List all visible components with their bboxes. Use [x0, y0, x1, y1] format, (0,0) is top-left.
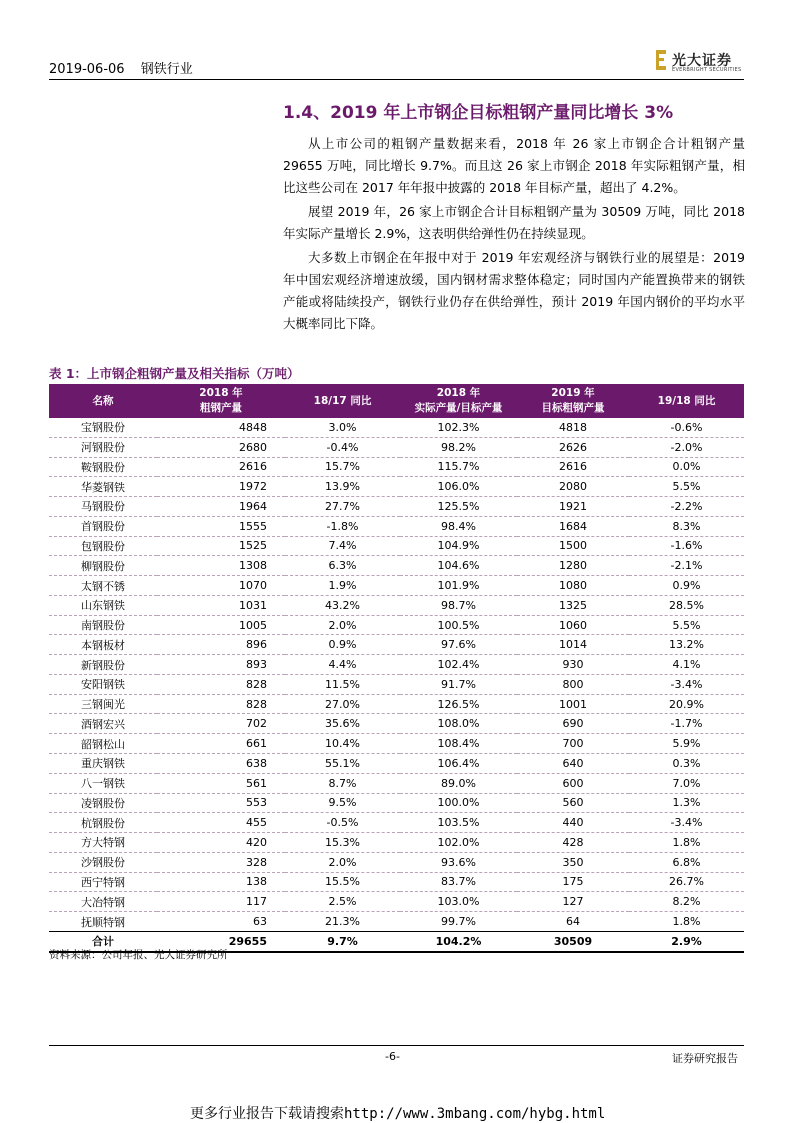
value-cell: 1060 — [517, 615, 629, 635]
value-cell: 15.7% — [285, 457, 400, 477]
value-cell: 661 — [157, 734, 285, 754]
header-cell: 名称 — [49, 384, 157, 418]
header-cell: 2019 年 目标粗钢产量 — [517, 384, 629, 418]
value-cell: 101.9% — [400, 576, 517, 596]
value-cell: 700 — [517, 734, 629, 754]
total-value-cell: 2.9% — [629, 931, 744, 951]
value-cell: 4818 — [517, 418, 629, 437]
value-cell: 106.0% — [400, 477, 517, 497]
value-cell: 350 — [517, 852, 629, 872]
value-cell: -3.4% — [629, 674, 744, 694]
value-cell: 27.0% — [285, 694, 400, 714]
value-cell: 2616 — [517, 457, 629, 477]
table-row — [49, 418, 744, 437]
footer-divider — [49, 1045, 744, 1046]
logo-mark-icon — [656, 50, 666, 70]
value-cell: 8.3% — [629, 516, 744, 536]
value-cell: 2680 — [157, 437, 285, 457]
value-cell: 2.0% — [285, 615, 400, 635]
value-cell: 1070 — [157, 576, 285, 596]
value-cell: 1921 — [517, 497, 629, 517]
value-cell: 638 — [157, 754, 285, 774]
value-cell: 117 — [157, 892, 285, 912]
value-cell: 63 — [157, 912, 285, 932]
steel-output-table — [49, 384, 744, 953]
value-cell: 98.7% — [400, 595, 517, 615]
value-cell: 103.5% — [400, 813, 517, 833]
value-cell: 1972 — [157, 477, 285, 497]
value-cell: 561 — [157, 773, 285, 793]
value-cell: 6.3% — [285, 556, 400, 576]
value-cell: 126.5% — [400, 694, 517, 714]
paragraph-text: 展望 2019 年，26 家上市钢企合计目标粗钢产量为 30509 万吨，同比 2018 年实际产量增长 2.9%，这表明供给弹性仍在持续显现。 — [283, 204, 745, 241]
value-cell: 702 — [157, 714, 285, 734]
value-cell: 8.7% — [285, 773, 400, 793]
value-cell: 420 — [157, 833, 285, 853]
value-cell: 100.0% — [400, 793, 517, 813]
value-cell: 828 — [157, 694, 285, 714]
value-cell: 2080 — [517, 477, 629, 497]
value-cell: 800 — [517, 674, 629, 694]
value-cell: 13.9% — [285, 477, 400, 497]
table-row — [49, 674, 744, 694]
value-cell: 1308 — [157, 556, 285, 576]
source-note: 资料来源：公司年报、光大证券研究所 — [49, 949, 228, 961]
table-row — [49, 754, 744, 774]
value-cell: -0.4% — [285, 437, 400, 457]
company-name-cell: 柳钢股份 — [49, 556, 157, 576]
value-cell: -2.0% — [629, 437, 744, 457]
value-cell: 102.3% — [400, 418, 517, 437]
value-cell: 1964 — [157, 497, 285, 517]
value-cell: 640 — [517, 754, 629, 774]
paragraph-3 — [283, 247, 745, 335]
value-cell: 7.4% — [285, 536, 400, 556]
value-cell: 1500 — [517, 536, 629, 556]
footer-label: 证券研究报告 — [672, 1052, 738, 1065]
table-row — [49, 516, 744, 536]
value-cell: 828 — [157, 674, 285, 694]
value-cell: 0.9% — [285, 635, 400, 655]
company-name-cell: 南钢股份 — [49, 615, 157, 635]
value-cell: 55.1% — [285, 754, 400, 774]
value-cell: 102.0% — [400, 833, 517, 853]
value-cell: 10.4% — [285, 734, 400, 754]
value-cell: 27.7% — [285, 497, 400, 517]
value-cell: -2.2% — [629, 497, 744, 517]
company-name-cell: 安阳钢铁 — [49, 674, 157, 694]
value-cell: 5.5% — [629, 615, 744, 635]
company-name-cell: 河钢股份 — [49, 437, 157, 457]
value-cell: 11.5% — [285, 674, 400, 694]
value-cell: 553 — [157, 793, 285, 813]
table-row — [49, 813, 744, 833]
value-cell: 125.5% — [400, 497, 517, 517]
table-row — [49, 477, 744, 497]
value-cell: 64 — [517, 912, 629, 932]
value-cell: 1684 — [517, 516, 629, 536]
value-cell: 175 — [517, 872, 629, 892]
company-name-cell: 韶钢松山 — [49, 734, 157, 754]
company-name-cell: 方大特钢 — [49, 833, 157, 853]
table-row — [49, 833, 744, 853]
company-name-cell: 首钢股份 — [49, 516, 157, 536]
value-cell: 1014 — [517, 635, 629, 655]
value-cell: 0.3% — [629, 754, 744, 774]
table-row — [49, 714, 744, 734]
value-cell: 98.4% — [400, 516, 517, 536]
value-cell: 15.5% — [285, 872, 400, 892]
logo-en-text: EVERBRIGHT SECURITIES — [672, 67, 742, 73]
value-cell: 2.5% — [285, 892, 400, 912]
value-cell: 1.8% — [629, 833, 744, 853]
value-cell: 28.5% — [629, 595, 744, 615]
value-cell: -2.1% — [629, 556, 744, 576]
header-cell: 19/18 同比 — [629, 384, 744, 418]
table-row — [49, 852, 744, 872]
value-cell: 26.7% — [629, 872, 744, 892]
value-cell: 97.6% — [400, 635, 517, 655]
table-row — [49, 576, 744, 596]
table-row — [49, 615, 744, 635]
paragraph-text: 从上市公司的粗钢产量数据来看，2018 年 26 家上市钢企合计粗钢产量 29655 万吨，同比增长 9.7%。而且这 26 家上市钢企 2018 年实际粗钢产量，相比这些公司在 2017 年年报中披露的 2018 年目标产量，超出了 4.2%。 — [283, 136, 745, 195]
company-name-cell: 酒钢宏兴 — [49, 714, 157, 734]
company-name-cell: 凌钢股份 — [49, 793, 157, 813]
value-cell: 1525 — [157, 536, 285, 556]
value-cell: 91.7% — [400, 674, 517, 694]
value-cell: 1280 — [517, 556, 629, 576]
company-name-cell: 本钢板材 — [49, 635, 157, 655]
value-cell: 5.9% — [629, 734, 744, 754]
table-row — [49, 536, 744, 556]
value-cell: 9.5% — [285, 793, 400, 813]
table-row — [49, 635, 744, 655]
company-name-cell: 八一钢铁 — [49, 773, 157, 793]
value-cell: 1080 — [517, 576, 629, 596]
header-cell: 2018 年 粗钢产量 — [157, 384, 285, 418]
value-cell: 93.6% — [400, 852, 517, 872]
company-name-cell: 大冶特钢 — [49, 892, 157, 912]
value-cell: 1031 — [157, 595, 285, 615]
value-cell: 99.7% — [400, 912, 517, 932]
value-cell: 103.0% — [400, 892, 517, 912]
value-cell: 328 — [157, 852, 285, 872]
value-cell: -1.8% — [285, 516, 400, 536]
value-cell: 43.2% — [285, 595, 400, 615]
table-row — [49, 655, 744, 675]
header-divider — [49, 79, 744, 80]
value-cell: 600 — [517, 773, 629, 793]
value-cell: 5.5% — [629, 477, 744, 497]
value-cell: 100.5% — [400, 615, 517, 635]
value-cell: 1001 — [517, 694, 629, 714]
header-cell: 18/17 同比 — [285, 384, 400, 418]
company-name-cell: 杭钢股份 — [49, 813, 157, 833]
table-header-row — [49, 384, 744, 418]
paragraph-1 — [283, 133, 745, 199]
value-cell: 20.9% — [629, 694, 744, 714]
value-cell: 83.7% — [400, 872, 517, 892]
value-cell: 6.8% — [629, 852, 744, 872]
value-cell: 89.0% — [400, 773, 517, 793]
total-value-cell: 29655 — [157, 931, 285, 951]
table-row — [49, 793, 744, 813]
total-value-cell: 9.7% — [285, 931, 400, 951]
value-cell: 560 — [517, 793, 629, 813]
table-title: 表 1：上市钢企粗钢产量及相关指标（万吨） — [49, 366, 300, 381]
value-cell: 1.3% — [629, 793, 744, 813]
value-cell: 1.8% — [629, 912, 744, 932]
company-name-cell: 宝钢股份 — [49, 418, 157, 437]
value-cell: 127 — [517, 892, 629, 912]
value-cell: 102.4% — [400, 655, 517, 675]
value-cell: 35.6% — [285, 714, 400, 734]
download-link[interactable]: 更多行业报告下载请搜索http://www.3mbang.com/hybg.html — [190, 1106, 606, 1122]
value-cell: 104.9% — [400, 536, 517, 556]
value-cell: 455 — [157, 813, 285, 833]
value-cell: -1.7% — [629, 714, 744, 734]
report-sector: 钢铁行业 — [140, 62, 193, 77]
paragraph-text: 大多数上市钢企在年报中对于 2019 年宏观经济与钢铁行业的展望是：2019 年中国宏观经济增速放缓，国内钢材需求整体稳定；同时国内产能置换带来的钢铁产能或将陆续投产，钢铁行业仍存在供给弹性，预计 2019 年国内钢价的平均水平大概率同比下降。 — [283, 250, 745, 331]
value-cell: 98.2% — [400, 437, 517, 457]
value-cell: 440 — [517, 813, 629, 833]
value-cell: 4848 — [157, 418, 285, 437]
value-cell: 106.4% — [400, 754, 517, 774]
company-name-cell: 鞍钢股份 — [49, 457, 157, 477]
value-cell: 13.2% — [629, 635, 744, 655]
company-name-cell: 马钢股份 — [49, 497, 157, 517]
section-title: 1.4、2019 年上市钢企目标粗钢产量同比增长 3% — [283, 103, 674, 123]
value-cell: 108.0% — [400, 714, 517, 734]
company-name-cell: 西宁特钢 — [49, 872, 157, 892]
company-name-cell: 三钢闽光 — [49, 694, 157, 714]
value-cell: 4.4% — [285, 655, 400, 675]
value-cell: 2616 — [157, 457, 285, 477]
table-row — [49, 734, 744, 754]
value-cell: 4.1% — [629, 655, 744, 675]
table-row — [49, 556, 744, 576]
table-row — [49, 912, 744, 932]
value-cell: 428 — [517, 833, 629, 853]
value-cell: -1.6% — [629, 536, 744, 556]
value-cell: 1555 — [157, 516, 285, 536]
table-row — [49, 773, 744, 793]
everbright-logo — [656, 50, 748, 74]
table-row — [49, 694, 744, 714]
company-name-cell: 华菱钢铁 — [49, 477, 157, 497]
value-cell: 1005 — [157, 615, 285, 635]
company-name-cell: 新钢股份 — [49, 655, 157, 675]
value-cell: 930 — [517, 655, 629, 675]
company-name-cell: 抚顺特钢 — [49, 912, 157, 932]
value-cell: 0.0% — [629, 457, 744, 477]
value-cell: 2.0% — [285, 852, 400, 872]
logo-cn-text: 光大证券 — [672, 53, 732, 69]
value-cell: 1325 — [517, 595, 629, 615]
table-row — [49, 595, 744, 615]
value-cell: 1.9% — [285, 576, 400, 596]
total-label-cell: 合计 — [49, 931, 157, 951]
value-cell: 8.2% — [629, 892, 744, 912]
value-cell: 138 — [157, 872, 285, 892]
value-cell: 893 — [157, 655, 285, 675]
value-cell: 104.6% — [400, 556, 517, 576]
table-row — [49, 497, 744, 517]
table-row — [49, 457, 744, 477]
value-cell: 2626 — [517, 437, 629, 457]
value-cell: 896 — [157, 635, 285, 655]
report-header — [49, 58, 205, 77]
value-cell: 7.0% — [629, 773, 744, 793]
company-name-cell: 沙钢股份 — [49, 852, 157, 872]
total-value-cell: 104.2% — [400, 931, 517, 951]
value-cell: 15.3% — [285, 833, 400, 853]
value-cell: 3.0% — [285, 418, 400, 437]
value-cell: 115.7% — [400, 457, 517, 477]
report-date: 2019-06-06 — [49, 62, 125, 77]
header-cell: 2018 年 实际产量/目标产量 — [400, 384, 517, 418]
value-cell: 0.9% — [629, 576, 744, 596]
table-row — [49, 437, 744, 457]
company-name-cell: 包钢股份 — [49, 536, 157, 556]
company-name-cell: 太钢不锈 — [49, 576, 157, 596]
value-cell: -3.4% — [629, 813, 744, 833]
company-name-cell: 重庆钢铁 — [49, 754, 157, 774]
value-cell: 690 — [517, 714, 629, 734]
table-row — [49, 872, 744, 892]
value-cell: -0.5% — [285, 813, 400, 833]
value-cell: 108.4% — [400, 734, 517, 754]
value-cell: -0.6% — [629, 418, 744, 437]
value-cell: 21.3% — [285, 912, 400, 932]
table-row — [49, 892, 744, 912]
total-value-cell: 30509 — [517, 931, 629, 951]
page-number: -6- — [385, 1050, 400, 1063]
company-name-cell: 山东钢铁 — [49, 595, 157, 615]
paragraph-2 — [283, 201, 745, 245]
